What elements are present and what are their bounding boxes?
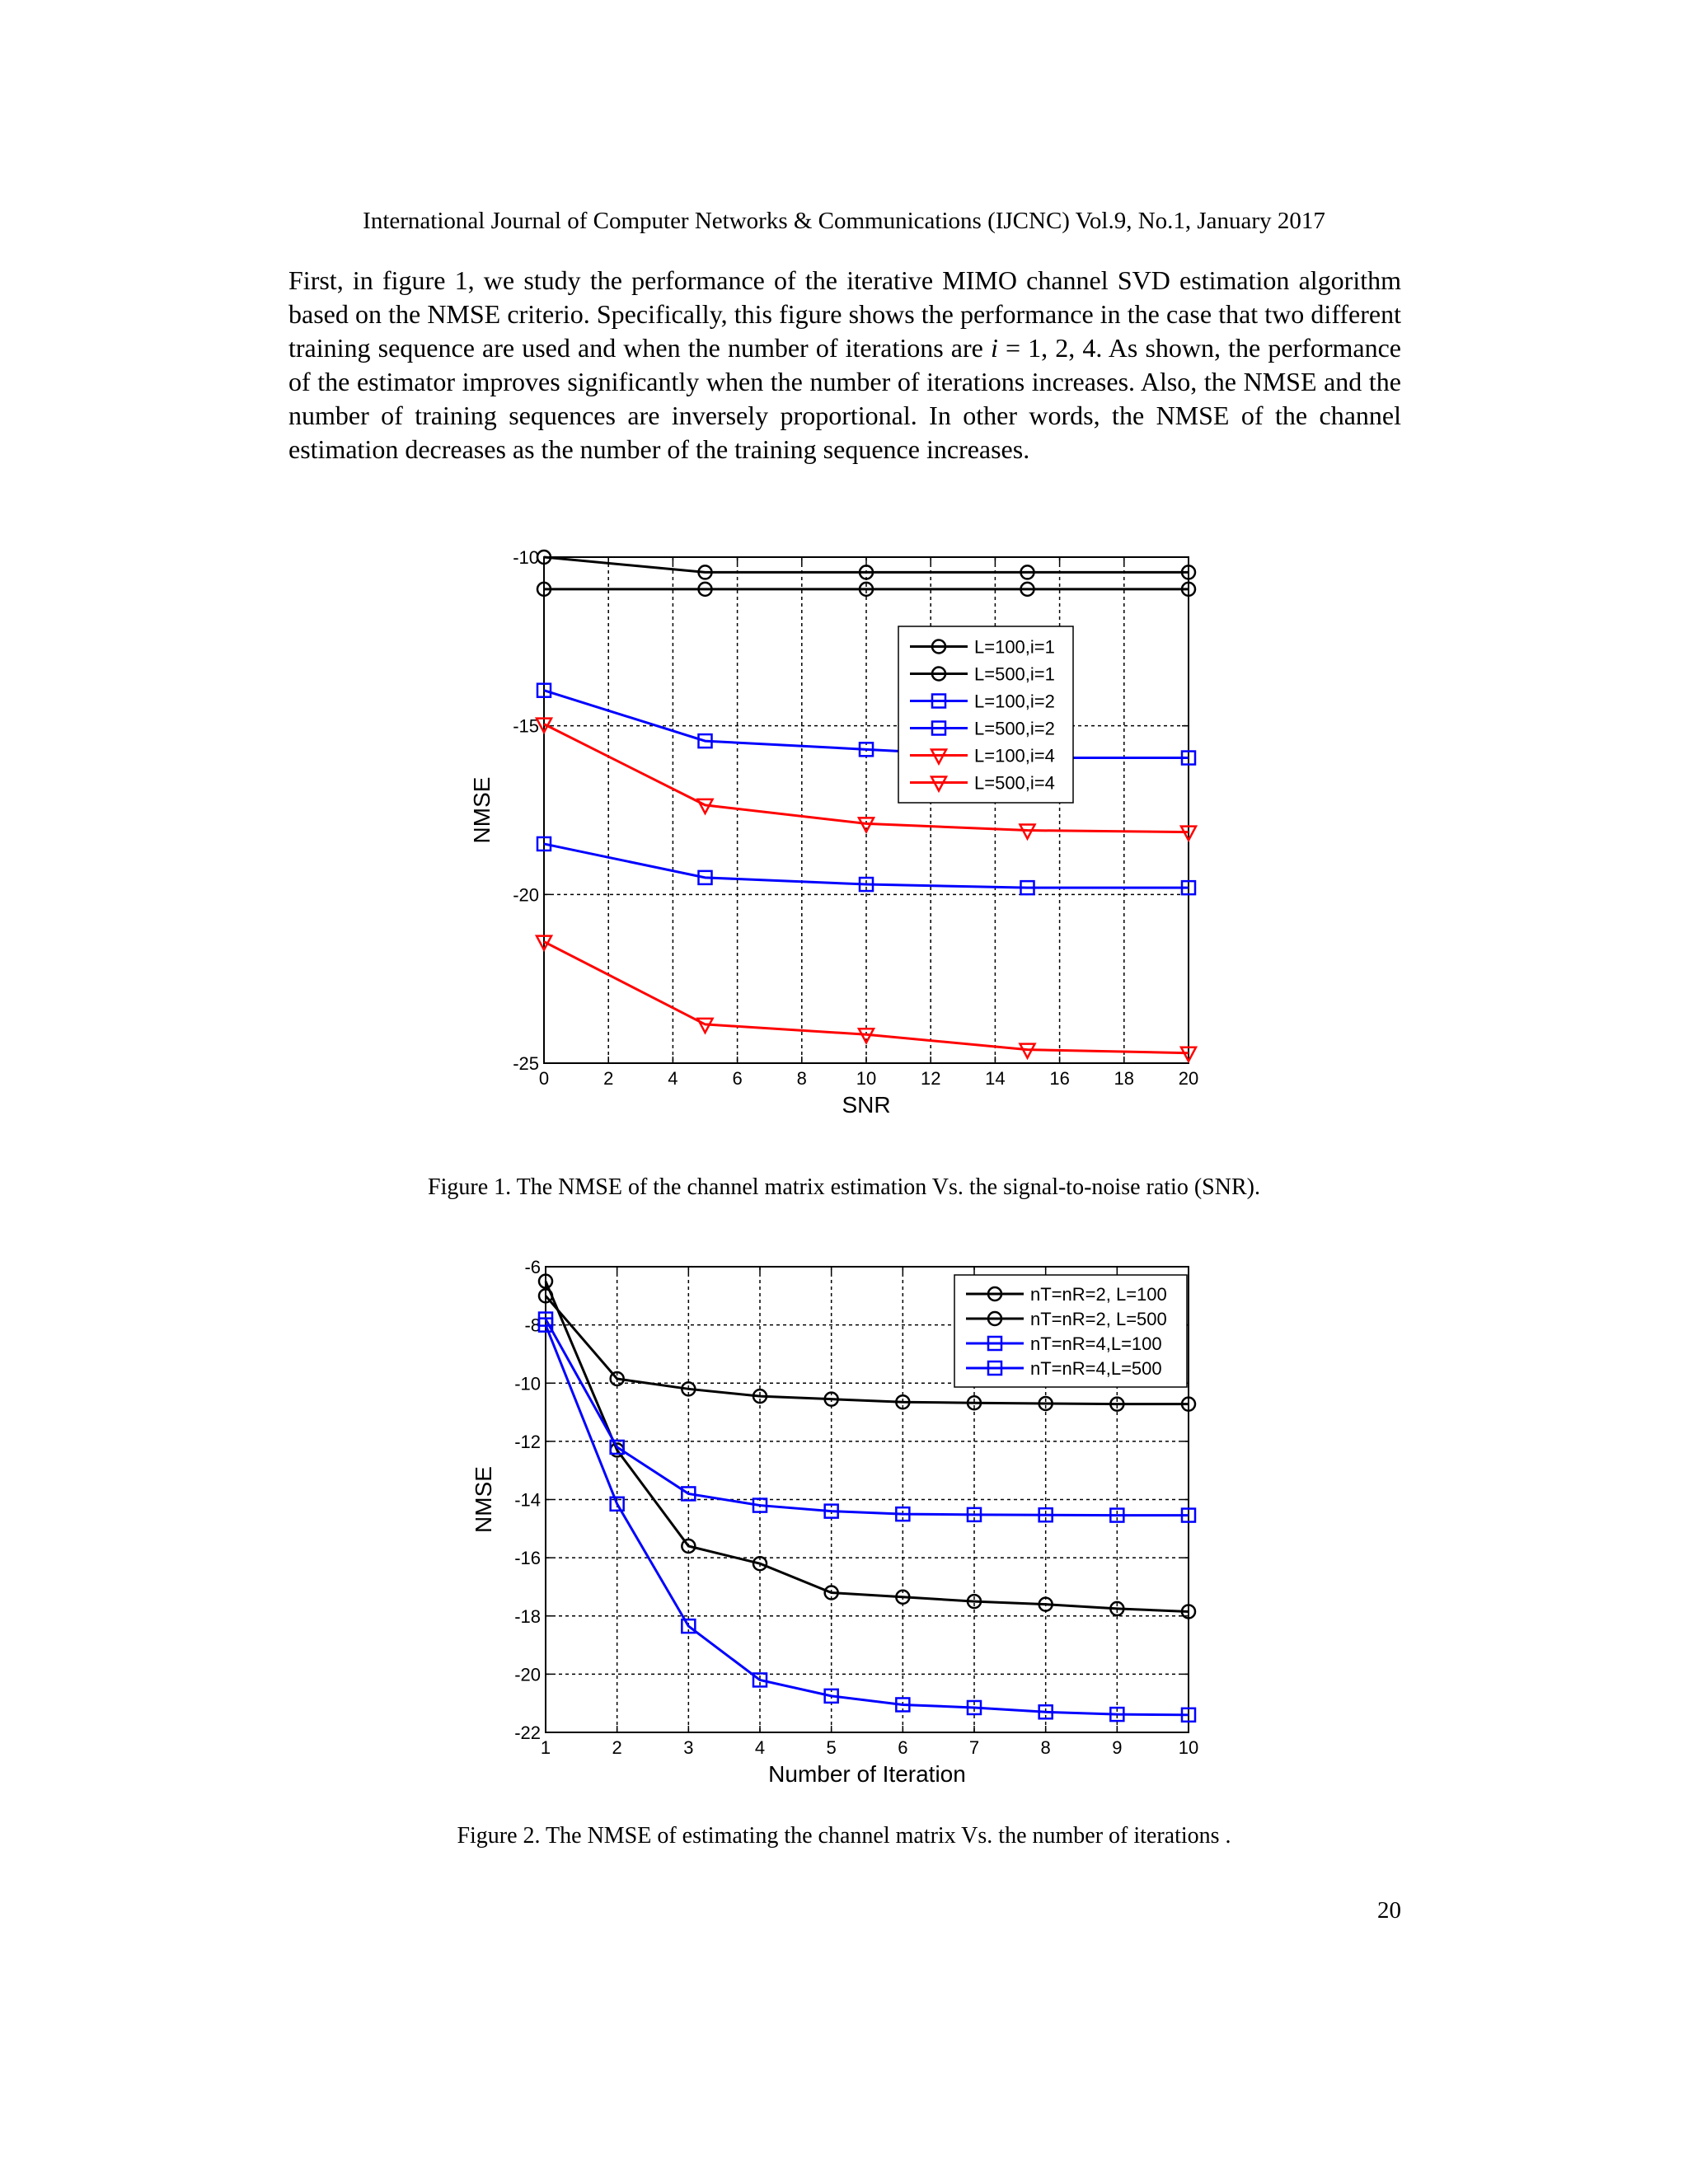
chart1-xtick-label-1: 2 [603,1068,614,1089]
chart1-xtick-label-9: 18 [1114,1068,1135,1089]
chart2-ytick-label-1: -20 [514,1664,541,1685]
chart2-xtick-label-6: 7 [968,1737,980,1758]
chart2-xtick-label-5: 6 [898,1737,908,1758]
chart1-ytick-label-2: -15 [513,715,539,737]
chart2-ytick-label-4: -14 [514,1489,541,1511]
chart2-xtick-label-2: 3 [683,1737,694,1758]
chart1-xlabel: SNR [842,1092,891,1118]
chart1-legend-label-5: L=500,i=4 [974,772,1055,794]
chart2-xtick-label-1: 2 [612,1737,622,1758]
chart1-ytick-label-1: -20 [513,884,539,906]
chart2-xtick-label-8: 9 [1112,1737,1123,1758]
figure-2 [445,1240,1236,1809]
chart2-ytick-label-6: -10 [514,1373,541,1394]
chart2-ytick-label-8: -6 [524,1257,541,1277]
chart2-legend-label-1: nT=nR=2, L=500 [1030,1309,1167,1329]
chart2-ytick-label-5: -12 [514,1431,541,1452]
chart2-legend [954,1275,1187,1387]
body-paragraph [288,264,1401,466]
figure-2-chart [445,1240,1236,1809]
chart2-xtick-label-4: 5 [826,1737,837,1758]
journal-header: International Journal of Computer Networks & Communications (IJCNC) Vol.9, No.1, January 2017 [363,208,1325,234]
chart2-ytick-label-0: -22 [514,1722,541,1743]
chart1-legend [898,626,1073,803]
chart1-xtick-label-4: 8 [796,1068,807,1089]
paragraph-part-2: . As shown, the performance of the estimator improves significantly when the number of iterations increases. Also, the NMSE and the number of training sequences are inversely proportional. In other words, the NMSE of the channel estimation decreases as the number of the training sequence increases. [288,333,1402,464]
chart1-xtick-label-0: 0 [538,1068,550,1089]
chart2-legend-label-0: nT=nR=2, L=100 [1030,1284,1167,1305]
chart2-legend-label-2: nT=nR=4,L=100 [1030,1333,1162,1354]
figure-2-caption: Figure 2. The NMSE of estimating the channel matrix Vs. the number of iterations . [457,1823,1231,1849]
chart1-ytick-label-0: -25 [513,1053,539,1074]
chart1-legend-label-2: L=100,i=2 [974,691,1055,712]
chart1-xtick-label-2: 4 [668,1068,678,1089]
figure-1 [445,536,1236,1146]
chart2-xtick-label-0: 1 [540,1737,551,1758]
chart1-ytick-label-3: -10 [513,547,539,568]
chart2-ytick-label-2: -18 [514,1605,541,1627]
iteration-values: = 1, 2, 4 [997,333,1096,363]
chart2-xtick-label-9: 10 [1178,1737,1199,1758]
chart1-legend-label-3: L=500,i=2 [974,718,1055,739]
chart2-ytick-label-7: -8 [524,1315,541,1336]
paragraph-part-1: First, in figure 1, we study the performance of the iterative MIMO channel SVD estimation algorithm based on the NMSE criterio. Specifically, this figure shows the performance in the case that two different training sequence are used and when the number of iterations are [288,265,1401,363]
chart1-xtick-label-3: 6 [732,1068,743,1089]
chart2-xtick-label-3: 4 [754,1737,766,1758]
figure-1-caption: Figure 1. The NMSE of the channel matrix estimation Vs. the signal-to-noise ratio (SNR). [428,1174,1260,1200]
chart2-xlabel: Number of Iteration [768,1761,966,1787]
chart2-legend-label-3: nT=nR=4,L=500 [1030,1358,1162,1379]
chart2-ylabel: NMSE [471,1466,496,1533]
chart1-ylabel: NMSE [469,776,495,844]
chart1-legend-label-1: L=500,i=1 [974,663,1055,685]
page-number: 20 [1377,1897,1401,1924]
chart1-xtick-label-10: 20 [1178,1068,1199,1089]
figure-1-chart [445,536,1236,1146]
chart1-legend-label-0: L=100,i=1 [974,636,1055,658]
chart1-xtick-label-6: 12 [920,1068,941,1089]
chart1-xtick-label-5: 10 [856,1068,877,1089]
chart2-xtick-label-7: 8 [1040,1737,1051,1758]
chart2-ytick-label-3: -16 [514,1548,541,1569]
chart1-xtick-label-7: 14 [985,1068,1006,1089]
chart1-legend-label-4: L=100,i=4 [974,745,1055,766]
chart1-xtick-label-8: 16 [1049,1068,1070,1089]
iteration-variable: i [990,333,998,363]
